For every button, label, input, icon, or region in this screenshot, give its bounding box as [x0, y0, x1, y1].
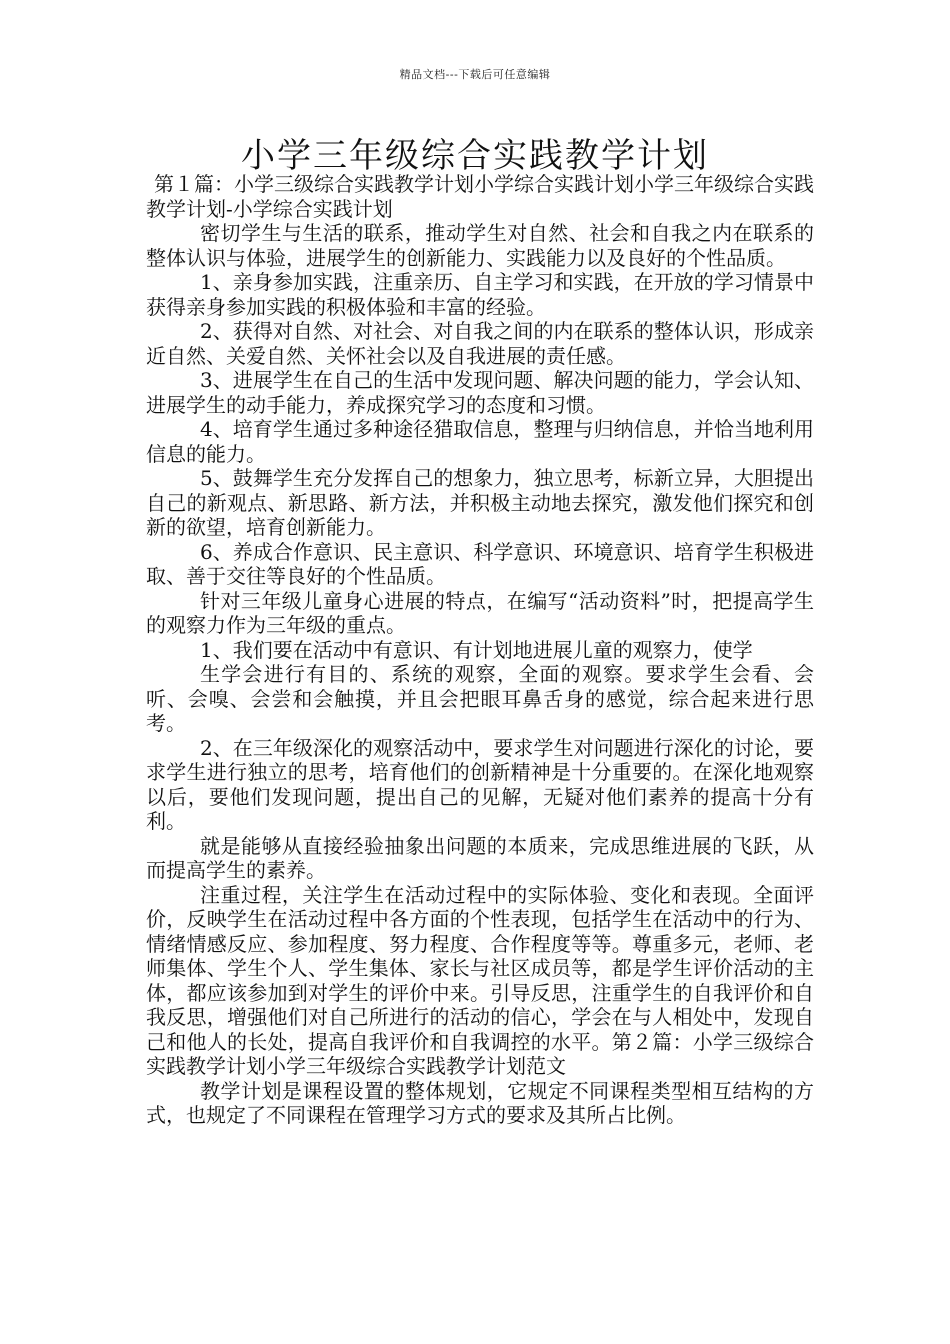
paragraph: 2、在三年级深化的观察活动中，要求学生对问题进行深化的讨论，要求学生进行独立的思考，培育他们的创新精神是十分重要的。在深化地观察以后，要他们发现问题，提出自己的见解，无疑对他们素养的提高十分有利。: [146, 735, 814, 833]
paragraph: 6、养成合作意识、民主意识、科学意识、环境意识、培育学生积极进取、善于交往等良好的个性品质。: [146, 539, 814, 588]
paragraph: 3、进展学生在自己的生活中发现问题、解决问题的能力，学会认知、进展学生的动手能力，养成探究学习的态度和习惯。: [146, 368, 814, 417]
page-header-note: 精品文档---下载后可任意编辑: [399, 68, 551, 81]
paragraph: 2、获得对自然、对社会、对自我之间的内在联系的整体认识，形成亲近自然、关爱自然、关怀社会以及自我进展的责任感。: [146, 319, 814, 368]
paragraph: 1、亲身参加实践，注重亲历、自主学习和实践，在开放的学习情景中获得亲身参加实践的积极体验和丰富的经验。: [146, 270, 814, 319]
section-heading-part-1: 第１篇：小学三级综合实践教学计划小学综合实践计划小学三年级综合实践教学计划-小学综合实践计划: [146, 172, 814, 221]
document-body: [146, 172, 814, 1128]
paragraph: 针对三年级儿童身心进展的特点，在编写“活动资料”时，把提高学生的观察力作为三年级的重点。: [146, 588, 814, 637]
paragraph: 4、培育学生通过多种途径猎取信息，整理与归纳信息，并恰当地利用信息的能力。: [146, 417, 814, 466]
paragraph: 教学计划是课程设置的整体规划，它规定不同课程类型相互结构的方式，也规定了不同课程在管理学习方式的要求及其所占比例。: [146, 1078, 814, 1127]
paragraph: 生学会进行有目的、系统的观察，全面的观察。要求学生会看、会听、会嗅、会尝和会触摸，并且会把眼耳鼻舌身的感觉，综合起来进行思考。: [146, 662, 814, 735]
paragraph: 1、我们要在活动中有意识、有计划地进展儿童的观察力，使学: [200, 637, 753, 662]
paragraph: 密切学生与生活的联系，推动学生对自然、社会和自我之内在联系的整体认识与体验，进展学生的创新能力、实践能力以及良好的个性品质。: [146, 221, 814, 270]
paragraph: 就是能够从直接经验抽象出问题的本质来，完成思维进展的飞跃，从而提高学生的素养。: [146, 833, 814, 882]
document-title: 小学三年级综合实践教学计划: [241, 136, 709, 176]
paragraph: 注重过程，关注学生在活动过程中的实际体验、变化和表现。全面评价，反映学生在活动过程中各方面的个性表现，包括学生在活动中的行为、情绪情感反应、参加程度、努力程度、合作程度等等。尊重多元，老师、老师集体、学生个人、学生集体、家长与社区成员等，都是学生评价活动的主体，都应该参加到对学生的评价中来。引导反思，注重学生的自我评价和自我反思，增强他们对自己所进行的活动的信心，学会在与人相处中，发现自己和他人的长处，提高自我评价和自我调控的水平。第２篇：小学三级综合实践教学计划小学三年级综合实践教学计划范文: [146, 882, 814, 1078]
paragraph: 5、鼓舞学生充分发挥自己的想象力，独立思考，标新立异，大胆提出自己的新观点、新思路、新方法，并积极主动地去探究，激发他们探究和创新的欲望，培育创新能力。: [146, 466, 814, 539]
